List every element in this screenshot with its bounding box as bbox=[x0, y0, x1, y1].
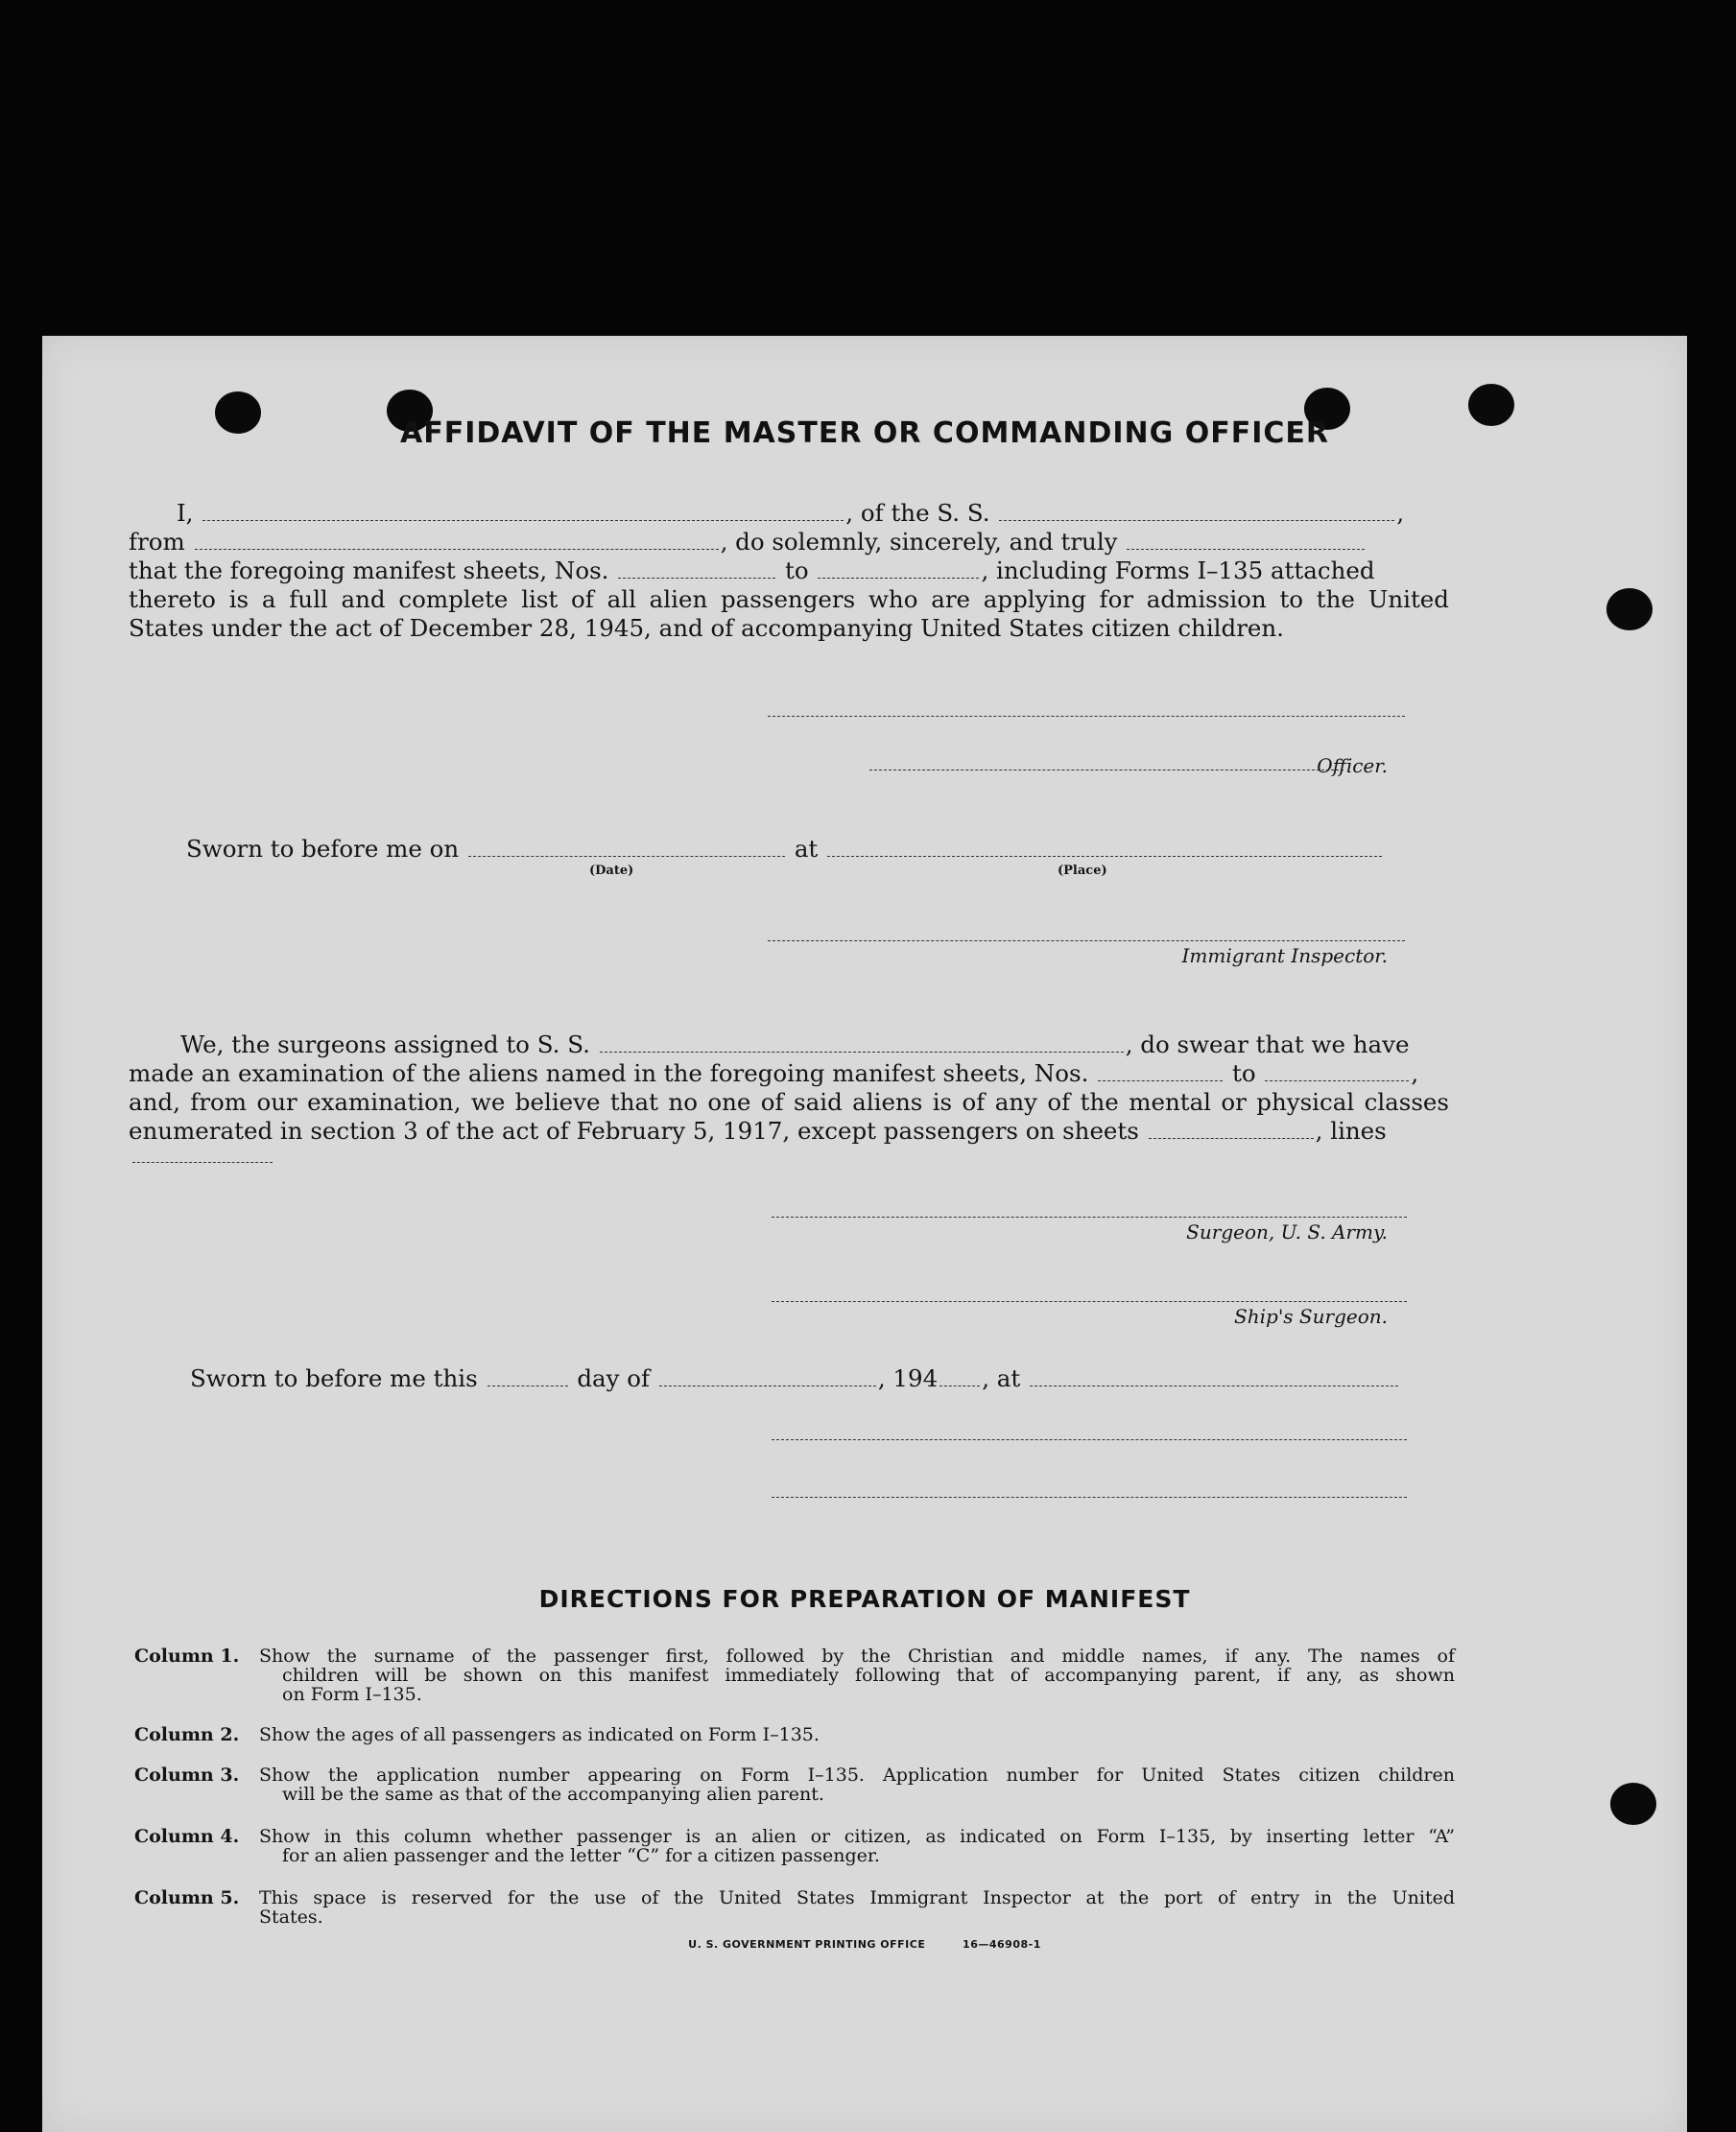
oath-field[interactable] bbox=[1127, 535, 1365, 550]
surgeons-line-4: enumerated in section 3 of the act of February 5, 1917, except passengers on sheets , lines bbox=[129, 1117, 1387, 1145]
sworn-date-field[interactable] bbox=[468, 842, 785, 857]
surgeon-sheet-from-field[interactable] bbox=[1098, 1067, 1223, 1081]
surgeons-line-3: and, from our examination, we believe that no one of said aliens is of any of the mental or physical classes bbox=[129, 1088, 1449, 1116]
direction-text: This space is reserved for the use of the United States Immigrant Inspector at the port of entry in the United bbox=[259, 1887, 1455, 1908]
officer-label: Officer. bbox=[1317, 754, 1388, 777]
sworn-day-field[interactable] bbox=[488, 1372, 568, 1386]
ship-name-field[interactable] bbox=[999, 507, 1394, 521]
direction-text: Show in this column whether passenger is an alien or citizen, as indicated on Form I–135, by inserting letter “A” bbox=[259, 1826, 1455, 1847]
ship-surgeon-signature-line[interactable] bbox=[772, 1301, 1407, 1302]
direction-text: children will be shown on this manifest immediately following that of accompanying parent, if any, as shown bbox=[282, 1665, 1455, 1686]
sworn-signature-line-2[interactable] bbox=[772, 1497, 1407, 1498]
master-name-field[interactable] bbox=[202, 507, 844, 521]
sheet-from-field[interactable] bbox=[618, 564, 775, 579]
direction-text: States. bbox=[259, 1907, 323, 1928]
sworn-line-1: Sworn to before me on at bbox=[186, 835, 1405, 864]
affidavit-line-2: from , do solemnly, sincerely, and truly bbox=[129, 528, 1449, 557]
surgeons-line-1: We, the surgeons assigned to S. S. , do swear that we have bbox=[180, 1030, 1410, 1058]
surgeon-sheet-to-field[interactable] bbox=[1265, 1067, 1409, 1081]
direction-text: Show the application number appearing on Form I–135. Application number for United States citizen children bbox=[259, 1765, 1455, 1786]
sworn-month-field[interactable] bbox=[659, 1372, 876, 1386]
affidavit-title: AFFIDAVIT OF THE MASTER OR COMMANDING OFFICER bbox=[400, 416, 1329, 450]
inspector-label: Immigrant Inspector. bbox=[1181, 944, 1388, 967]
form-page bbox=[42, 336, 1687, 2132]
punch-hole bbox=[1606, 588, 1653, 630]
direction-text: on Form I–135. bbox=[282, 1684, 422, 1705]
direction-text: Show the ages of all passengers as indicated on Form I–135. bbox=[259, 1724, 820, 1745]
direction-text: for an alien passenger and the letter “C” for a citizen passenger. bbox=[282, 1845, 880, 1866]
place-caption: (Place) bbox=[1058, 864, 1107, 878]
army-surgeon-label: Surgeon, U. S. Army. bbox=[1186, 1220, 1388, 1244]
inspector-signature-line[interactable] bbox=[768, 940, 1405, 941]
printer-imprint bbox=[42, 1938, 1687, 1951]
except-sheets-field[interactable] bbox=[1149, 1125, 1314, 1139]
direction-column-label: Column 1. bbox=[134, 1646, 240, 1667]
army-surgeon-signature-line[interactable] bbox=[772, 1217, 1407, 1218]
printer-name: U. S. GOVERNMENT PRINTING OFFICE bbox=[688, 1938, 926, 1951]
affidavit-line-5: States under the act of December 28, 1945, and of accompanying United States citizen children. bbox=[129, 614, 1284, 642]
officer-signature-line-1[interactable] bbox=[768, 716, 1405, 717]
punch-hole bbox=[1610, 1783, 1656, 1825]
surgeon-ship-field[interactable] bbox=[600, 1038, 1124, 1053]
from-port-field[interactable] bbox=[195, 535, 719, 550]
directions-title: DIRECTIONS FOR PREPARATION OF MANIFEST bbox=[538, 1585, 1191, 1613]
direction-column-label: Column 4. bbox=[134, 1826, 240, 1847]
affidavit-line-1: I, , of the S. S. , bbox=[177, 499, 1405, 527]
except-lines-field[interactable] bbox=[132, 1162, 273, 1163]
affidavit-line-3: that the foregoing manifest sheets, Nos. to , including Forms I–135 attached bbox=[129, 557, 1375, 584]
direction-column-label: Column 5. bbox=[134, 1887, 240, 1908]
sheet-to-field[interactable] bbox=[818, 564, 979, 579]
direction-column-label: Column 3. bbox=[134, 1765, 240, 1786]
sworn-location-field[interactable] bbox=[1030, 1372, 1398, 1386]
surgeons-line-2: made an examination of the aliens named in the foregoing manifest sheets, Nos. to , bbox=[129, 1059, 1419, 1087]
sworn-signature-line-1[interactable] bbox=[772, 1439, 1407, 1440]
sworn-year-field[interactable] bbox=[939, 1372, 980, 1386]
direction-text: Show the surname of the passenger first, followed by the Christian and middle names, if any. The names of bbox=[259, 1646, 1455, 1667]
ship-surgeon-label: Ship's Surgeon. bbox=[1234, 1305, 1388, 1328]
direction-column-label: Column 2. bbox=[134, 1724, 240, 1745]
sworn-line-2: Sworn to before me this day of , 194 , at bbox=[190, 1364, 1407, 1393]
direction-text: will be the same as that of the accompanying alien parent. bbox=[282, 1784, 824, 1805]
sworn-place-field[interactable] bbox=[827, 842, 1382, 857]
date-caption: (Date) bbox=[589, 864, 634, 878]
affidavit-line-4: thereto is a full and complete list of all alien passengers who are applying for admission to the United bbox=[129, 585, 1449, 613]
form-code: 16—46908-1 bbox=[963, 1938, 1041, 1951]
